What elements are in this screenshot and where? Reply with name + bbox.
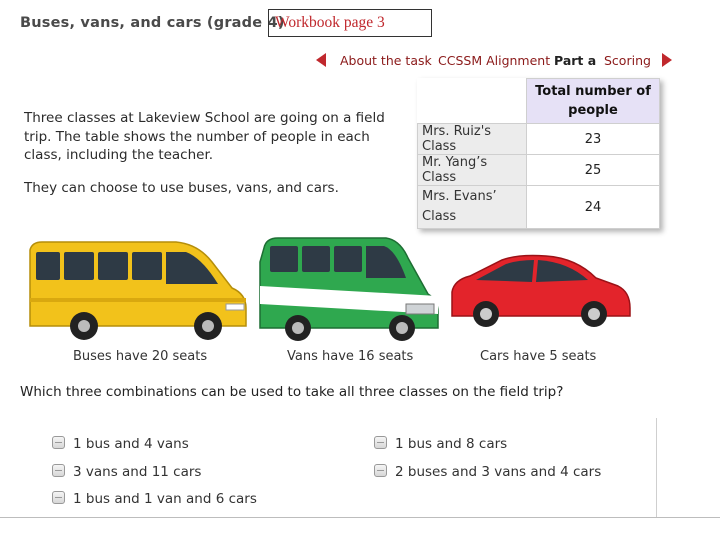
- answer-option[interactable]: [52, 464, 201, 480]
- next-arrow-icon[interactable]: [662, 53, 672, 67]
- prompt-paragraph: They can choose to use buses, vans, and cars.: [24, 180, 339, 196]
- answer-option-label: 2 buses and 3 vans and 4 cars: [395, 464, 602, 480]
- panel-divider: [656, 418, 657, 518]
- nav-ccssm-alignment[interactable]: CCSSM Alignment: [438, 53, 551, 68]
- van-caption: Vans have 16 seats: [287, 349, 414, 364]
- answer-option[interactable]: [374, 436, 507, 452]
- yellow-bus-image: [26, 238, 252, 346]
- table-row-label: Mrs. Evans’ Class: [418, 186, 527, 229]
- nav-about-the-task[interactable]: About the task: [340, 53, 432, 68]
- checkbox-icon[interactable]: [52, 491, 65, 504]
- table-cell: 23: [527, 124, 660, 155]
- red-car-image: [446, 250, 634, 330]
- table-cell: 24: [527, 186, 660, 229]
- panel-divider: [0, 517, 720, 518]
- answer-option[interactable]: [52, 436, 189, 452]
- nav-scoring[interactable]: Scoring: [604, 53, 651, 68]
- question-text: Which three combinations can be used to take all three classes on the field trip?: [20, 384, 564, 400]
- prompt-paragraph: Three classes at Lakeview School are going on a field trip. The table shows the number of people in each class, including the teacher.: [24, 110, 385, 163]
- checkbox-icon[interactable]: [52, 436, 65, 449]
- car-caption: Cars have 5 seats: [480, 349, 597, 364]
- answer-option-label: 1 bus and 4 vans: [73, 436, 189, 452]
- answer-option-label: 1 bus and 1 van and 6 cars: [73, 491, 257, 507]
- previous-arrow-icon[interactable]: [316, 53, 326, 67]
- answer-option[interactable]: [374, 464, 601, 480]
- checkbox-icon[interactable]: [374, 464, 387, 477]
- answer-option-label: 1 bus and 8 cars: [395, 436, 508, 452]
- checkbox-icon[interactable]: [374, 436, 387, 449]
- answer-option[interactable]: [52, 491, 257, 507]
- workbook-page-label: Workbook page 3: [268, 9, 432, 37]
- green-van-image: [256, 234, 442, 346]
- page-title: Buses, vans, and cars (grade 4): [20, 15, 285, 31]
- table-cell: 25: [527, 155, 660, 186]
- answer-option-label: 3 vans and 11 cars: [73, 464, 202, 480]
- table-row-label: Mrs. Ruiz's Class: [418, 124, 527, 155]
- checkbox-icon[interactable]: [52, 464, 65, 477]
- table-row-label: Mr. Yang’s Class: [418, 155, 527, 186]
- people-table: [417, 78, 660, 229]
- bus-caption: Buses have 20 seats: [73, 349, 208, 364]
- nav-part-a[interactable]: Part a: [554, 53, 597, 68]
- table-corner: [418, 79, 527, 124]
- table-column-header: Total number of people: [527, 79, 660, 124]
